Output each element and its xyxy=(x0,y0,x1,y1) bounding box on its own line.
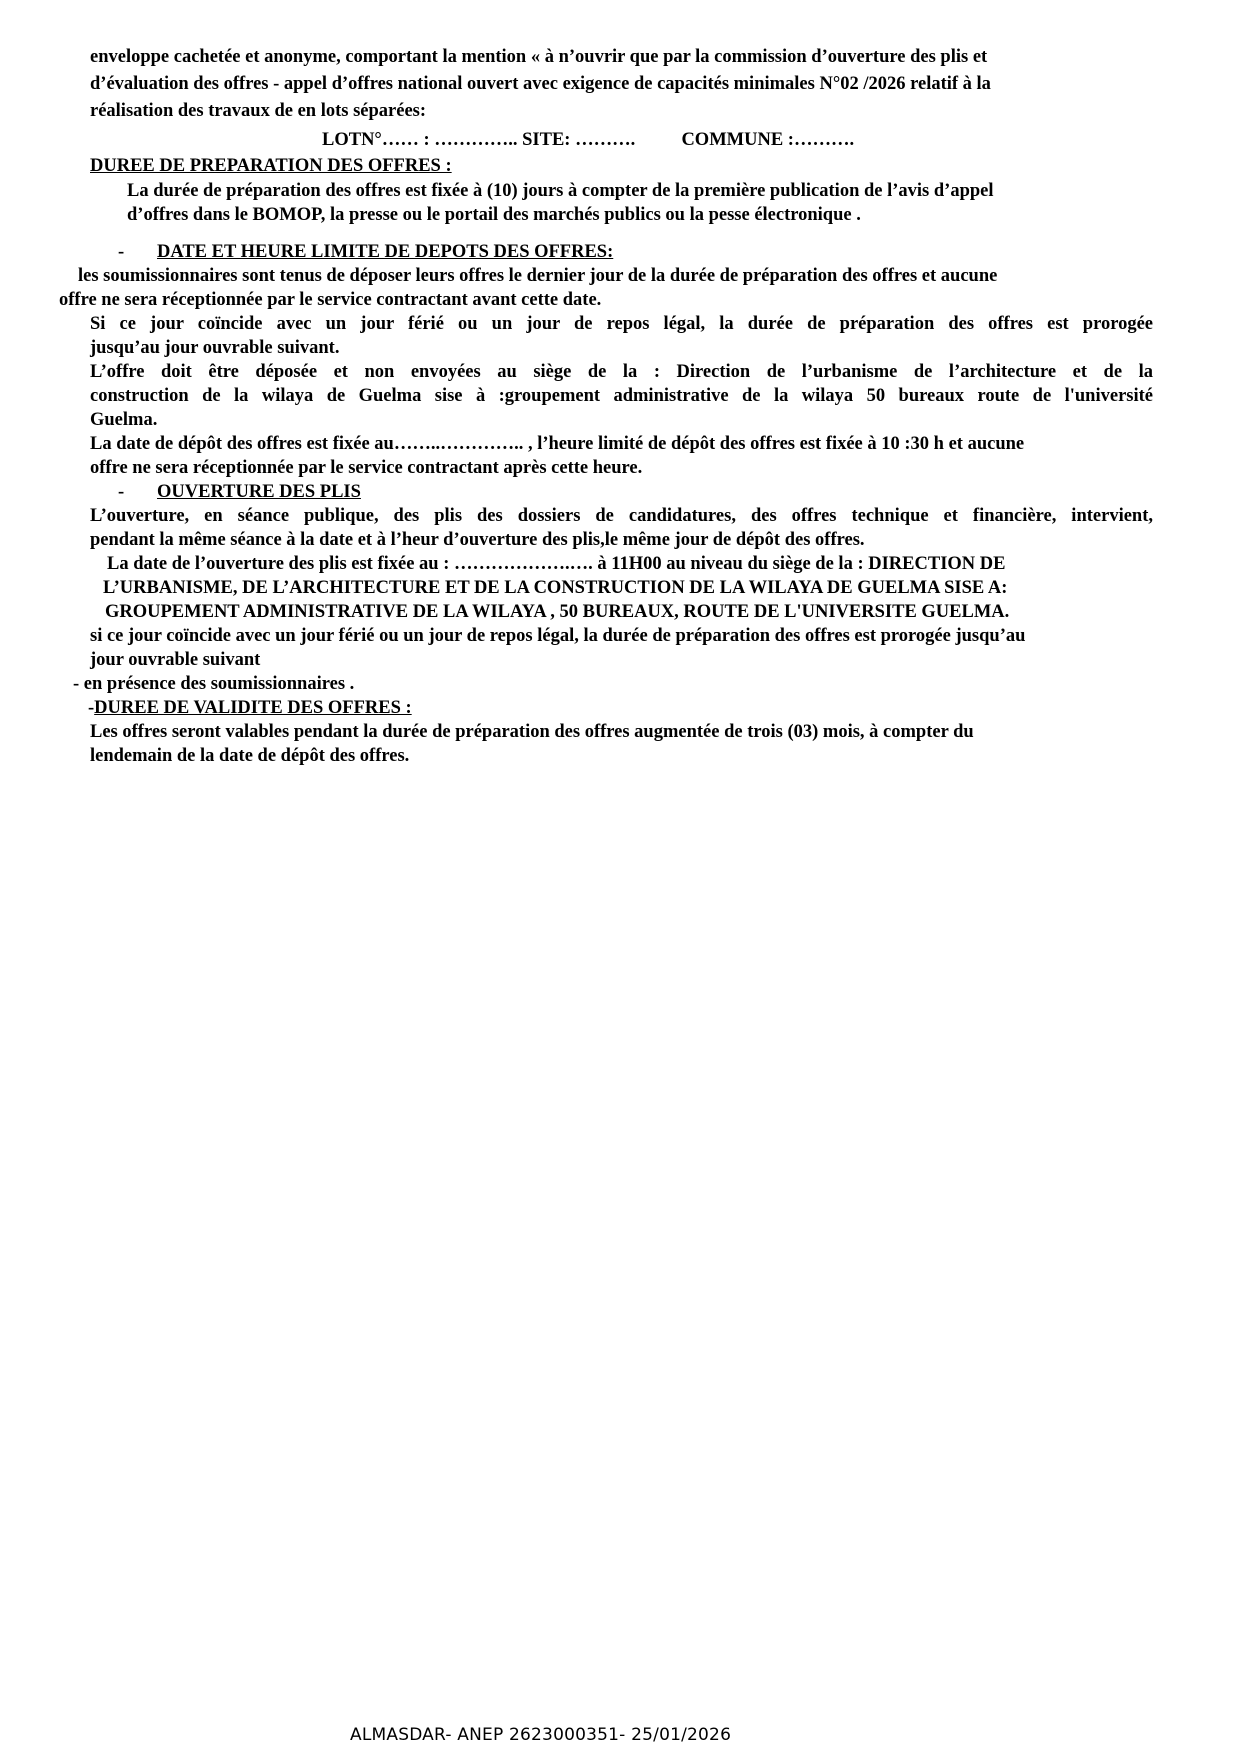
footer-reference: ALMASDAR- ANEP 2623000351- 25/01/2026 xyxy=(350,1725,732,1745)
deadline-p1-line-1: les soumissionnaires sont tenus de déposer leurs offres le dernier jour de la durée de préparation des offres et aucune xyxy=(78,266,998,286)
lot-line: LOTN°…… : ………….. SITE: ………. COMMUNE :………. xyxy=(322,130,855,150)
validity-prefix: - xyxy=(88,698,95,718)
validity-line-2: lendemain de la date de dépôt des offres. xyxy=(90,746,410,766)
intro-line-1: enveloppe cachetée et anonyme, comportant la mention « à n’ouvrir que par la commission d’ouverture des plis et xyxy=(90,47,988,67)
intro-line-2: d’évaluation des offres - appel d’offres national ouvert avec exigence de capacités minimales N°02 /2026 relatif à la xyxy=(90,74,991,94)
validity-line-1: Les offres seront valables pendant la durée de préparation des offres augmentée de trois (03) mois, à compter du xyxy=(90,722,974,742)
deadline-p2-line-1: Si ce jour coïncide avec un jour férié ou un jour de repos légal, la durée de préparation des offres est prorogée xyxy=(90,314,1153,334)
opening-p2-line-3: GROUPEMENT ADMINISTRATIVE DE LA WILAYA , 50 BUREAUX, ROUTE DE L'UNIVERSITE GUELMA. xyxy=(105,602,1010,622)
deadline-p3-line-2: construction de la wilaya de Guelma sise à :groupement administrative de la wilaya 50 bureaux route de l'université xyxy=(90,386,1153,406)
deadline-p1-line-2: offre ne sera réceptionnée par le service contractant avant cette date. xyxy=(59,290,602,310)
deadline-p4-line-2: offre ne sera réceptionnée par le service contractant après cette heure. xyxy=(90,458,643,478)
opening-p2-line-1: La date de l’ouverture des plis est fixée au : ……………….…. à 11H00 au niveau du siège de la : DIRECTION DE xyxy=(107,554,1006,574)
opening-p1-line-2: pendant la même séance à la date et à l’heur d’ouverture des plis,le même jour de dépôt des offres. xyxy=(90,530,865,550)
opening-p1-line-1: L’ouverture, en séance publique, des plis des dossiers de candidatures, des offres technique et financière, intervient, xyxy=(90,506,1153,526)
intro-line-3: réalisation des travaux de en lots séparées: xyxy=(90,101,427,121)
preparation-line-1: La durée de préparation des offres est fixée à (10) jours à compter de la première publication de l’avis d’appel xyxy=(127,181,994,201)
opening-p3-line-1: si ce jour coïncide avec un jour férié ou un jour de repos légal, la durée de préparation des offres est prorogée jusqu’au xyxy=(90,626,1026,646)
preparation-line-2: d’offres dans le BOMOP, la presse ou le portail des marchés publics ou la pesse électronique . xyxy=(127,205,861,225)
deadline-bullet: - xyxy=(118,242,125,262)
opening-presence: - en présence des soumissionnaires . xyxy=(73,674,355,694)
preparation-heading: DUREE DE PREPARATION DES OFFRES : xyxy=(90,156,452,176)
opening-bullet: - xyxy=(118,482,125,502)
opening-p2-line-2: L’URBANISME, DE L’ARCHITECTURE ET DE LA CONSTRUCTION DE LA WILAYA DE GUELMA SISE A: xyxy=(103,578,1008,598)
deadline-p3-line-1: L’offre doit être déposée et non envoyées au siège de la : Direction de l’urbanisme de l’architecture et de la xyxy=(90,362,1153,382)
validity-title xyxy=(88,696,412,720)
deadline-p3-line-3: Guelma. xyxy=(90,410,158,430)
deadline-heading: DATE ET HEURE LIMITE DE DEPOTS DES OFFRES: xyxy=(157,242,614,262)
validity-heading: DUREE DE VALIDITE DES OFFRES : xyxy=(94,698,412,718)
deadline-p4-line-1: La date de dépôt des offres est fixée au……..………….. , l’heure limité de dépôt des offres est fixée à 10 :30 h et aucune xyxy=(90,434,1025,454)
deadline-p2-line-2: jusqu’au jour ouvrable suivant. xyxy=(90,338,340,358)
opening-p3-line-2: jour ouvrable suivant xyxy=(90,650,261,670)
opening-heading: OUVERTURE DES PLIS xyxy=(157,482,361,502)
